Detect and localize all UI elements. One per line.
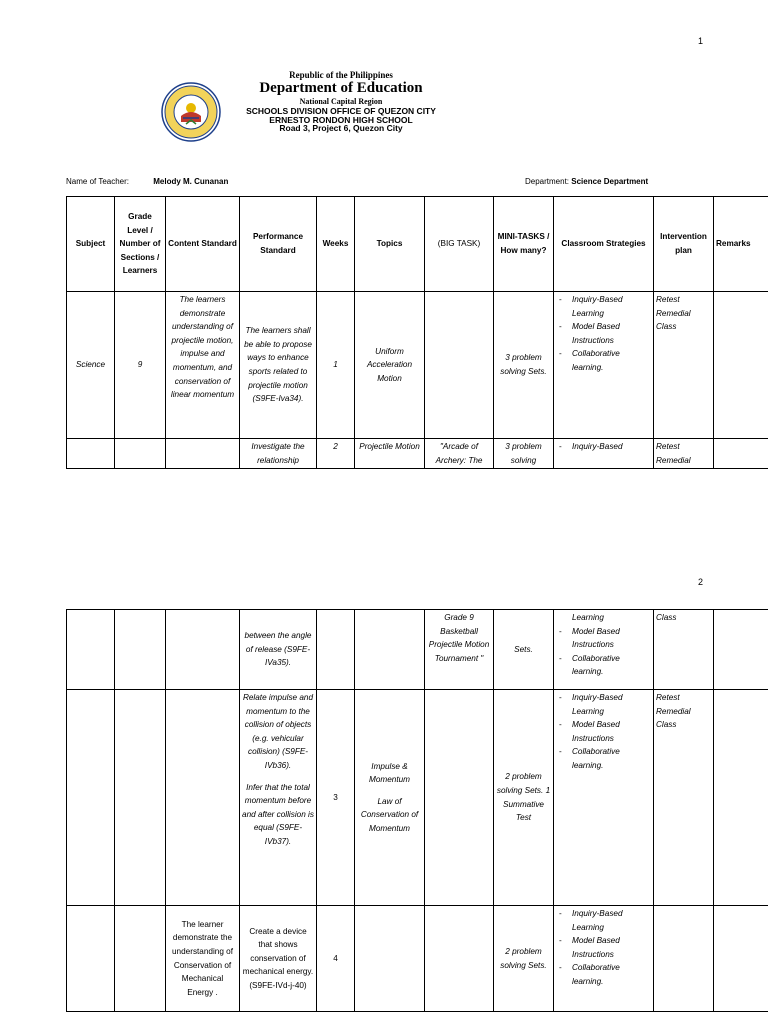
list-item: - Model Based Instructions — [556, 934, 651, 961]
header-mini-tasks: MINI-TASKS / How many? — [494, 197, 554, 292]
topic-text-b: Law of Conservation of Momentum — [360, 796, 419, 833]
division-line: SCHOOLS DIVISION OFFICE OF QUEZON CITY — [246, 105, 436, 116]
cell-big-task: Grade 9 Basketball Projectile Motion Tournament " — [425, 610, 494, 690]
cell-mini-tasks: 2 problem solving Sets. — [494, 906, 554, 1012]
cell-weeks: 1 — [317, 292, 355, 439]
cell-mini-tasks: 3 problem solving Sets. — [494, 292, 554, 439]
cell-strategies — [554, 292, 654, 439]
cell-performance-standard: between the angle of release (S9FE-IVa35). — [240, 610, 317, 690]
cell-weeks: 3 — [317, 690, 355, 906]
page-number: 2 — [698, 577, 704, 587]
cell-topic: Projectile Motion — [355, 439, 425, 469]
cell-subject — [67, 690, 115, 906]
cell-weeks: 2 — [317, 439, 355, 469]
deped-seal-icon — [161, 82, 221, 142]
cell-performance-standard: Investigate the relationship — [240, 439, 317, 469]
republic-line: Republic of the Philippines — [289, 70, 393, 80]
header-grade: Grade Level / Number of Sections / Learners — [115, 197, 166, 292]
topic-text-a: Impulse & Momentum — [369, 761, 410, 785]
cell-topic — [355, 906, 425, 1012]
list-item: - Inquiry-Based Learning — [556, 293, 651, 320]
cell-topic — [355, 690, 425, 906]
list-item: - Inquiry-Based Learning — [556, 691, 651, 718]
table-row — [67, 906, 768, 1012]
list-item: - Collaborative learning. — [556, 347, 651, 374]
cell-remarks — [714, 439, 768, 469]
list-item: - Inquiry-Based — [556, 440, 651, 454]
cell-grade — [115, 690, 166, 906]
cell-remarks — [714, 690, 768, 906]
cell-weeks — [317, 610, 355, 690]
cell-intervention: Class — [654, 610, 714, 690]
cell-big-task — [425, 906, 494, 1012]
header-big-task: (BIG TASK) — [425, 197, 494, 292]
teacher-info — [66, 177, 228, 186]
cell-remarks — [714, 292, 768, 439]
department-label: Department: — [525, 177, 570, 186]
list-item: - Collaborative learning. — [556, 745, 651, 772]
region-line: National Capital Region — [299, 97, 383, 107]
header-weeks: Weeks — [317, 197, 355, 292]
cell-intervention — [654, 906, 714, 1012]
cell-big-task: "Arcade of Archery: The — [425, 439, 494, 469]
cell-weeks: 4 — [317, 906, 355, 1012]
cell-grade: 9 — [115, 292, 166, 439]
header-intervention-plan: Intervention plan — [654, 197, 714, 292]
teacher-name: Melody M. Cunanan — [153, 177, 229, 186]
performance-text-b: Infer that the total momentum before and after collision is equal (S9FE-IVb37). — [242, 782, 314, 846]
header-performance-standard: Performance Standard — [240, 197, 317, 292]
cell-mini-tasks: 3 problem solving — [494, 439, 554, 469]
cell-performance-standard: The learners shall be able to propose ways to enhance sports related to projectile motion (S9FE-Iva34). — [240, 292, 317, 439]
performance-text-a: Relate impulse and momentum to the collision of objects (e.g. vehicular collision) (S9FE-IVb36). — [242, 693, 314, 770]
address-line: Road 3, Project 6, Quezon City — [279, 123, 403, 134]
teacher-label: Name of Teacher: — [66, 177, 129, 186]
strategy-list — [556, 907, 651, 989]
strategy-list — [556, 440, 651, 454]
header-content-standard: Content Standard — [166, 197, 240, 292]
table-row — [67, 439, 768, 469]
cell-grade — [115, 439, 166, 469]
header-remarks: Remarks — [714, 197, 768, 292]
school-line: ERNESTO RONDON HIGH SCHOOL — [269, 114, 413, 125]
cell-topic: Uniform Acceleration Motion — [355, 292, 425, 439]
cell-intervention: Retest Remedial — [654, 439, 714, 469]
cell-remarks — [714, 610, 768, 690]
curriculum-table-page2 — [66, 609, 768, 1012]
list-item: - Collaborative learning. — [556, 652, 651, 679]
cell-strategies — [554, 610, 654, 690]
cell-subject — [67, 610, 115, 690]
department-name: Science Department — [571, 177, 649, 186]
list-item: - Collaborative learning. — [556, 961, 651, 988]
list-item: - Model Based Instructions — [556, 718, 651, 745]
header-subject: Subject — [67, 197, 115, 292]
strategy-list — [556, 293, 651, 375]
cell-grade — [115, 610, 166, 690]
cell-content-standard — [166, 690, 240, 906]
list-item: - Model Based Instructions — [556, 625, 651, 652]
cell-intervention: Retest Remedial Class — [654, 292, 714, 439]
page-number: 1 — [698, 36, 704, 46]
cell-performance-standard: Create a device that shows conservation of mechanical energy. (S9FE-IVd-j-40) — [240, 906, 317, 1012]
department-info — [525, 177, 648, 186]
cell-subject — [67, 439, 115, 469]
cell-content-standard — [166, 610, 240, 690]
list-item: - Model Based Instructions — [556, 320, 651, 347]
cell-mini-tasks: Sets. — [494, 610, 554, 690]
letterhead — [230, 71, 452, 133]
cell-performance-standard — [240, 690, 317, 906]
cell-strategies — [554, 690, 654, 906]
cell-intervention: Retest Remedial Class — [654, 690, 714, 906]
cell-strategies — [554, 439, 654, 469]
cell-big-task — [425, 690, 494, 906]
cell-grade — [115, 906, 166, 1012]
cell-content-standard: The learners demonstrate understanding of projectile motion, impulse and momentum, and conservation of linear momentum — [166, 292, 240, 439]
list-item: - Inquiry-Based Learning — [556, 907, 651, 934]
cell-strategies — [554, 906, 654, 1012]
department-title: Department of Education — [259, 80, 423, 97]
strategy-list — [556, 691, 651, 773]
table-row — [67, 610, 768, 690]
table-row — [67, 690, 768, 906]
cell-remarks — [714, 906, 768, 1012]
cell-content-standard — [166, 439, 240, 469]
cell-mini-tasks: 2 problem solving Sets. 1 Summative Test — [494, 690, 554, 906]
curriculum-table-page1 — [66, 196, 768, 469]
strategy-continuation: Learning — [572, 613, 604, 622]
cell-content-standard: The learner demonstrate the understanding of Conservation of Mechanical Energy . — [166, 906, 240, 1012]
strategy-list — [556, 625, 651, 679]
cell-subject: Science — [67, 292, 115, 439]
cell-topic — [355, 610, 425, 690]
table-row — [67, 292, 768, 439]
header-classroom-strategies: Classroom Strategies — [554, 197, 654, 292]
header-topics: Topics — [355, 197, 425, 292]
cell-subject — [67, 906, 115, 1012]
cell-big-task — [425, 292, 494, 439]
